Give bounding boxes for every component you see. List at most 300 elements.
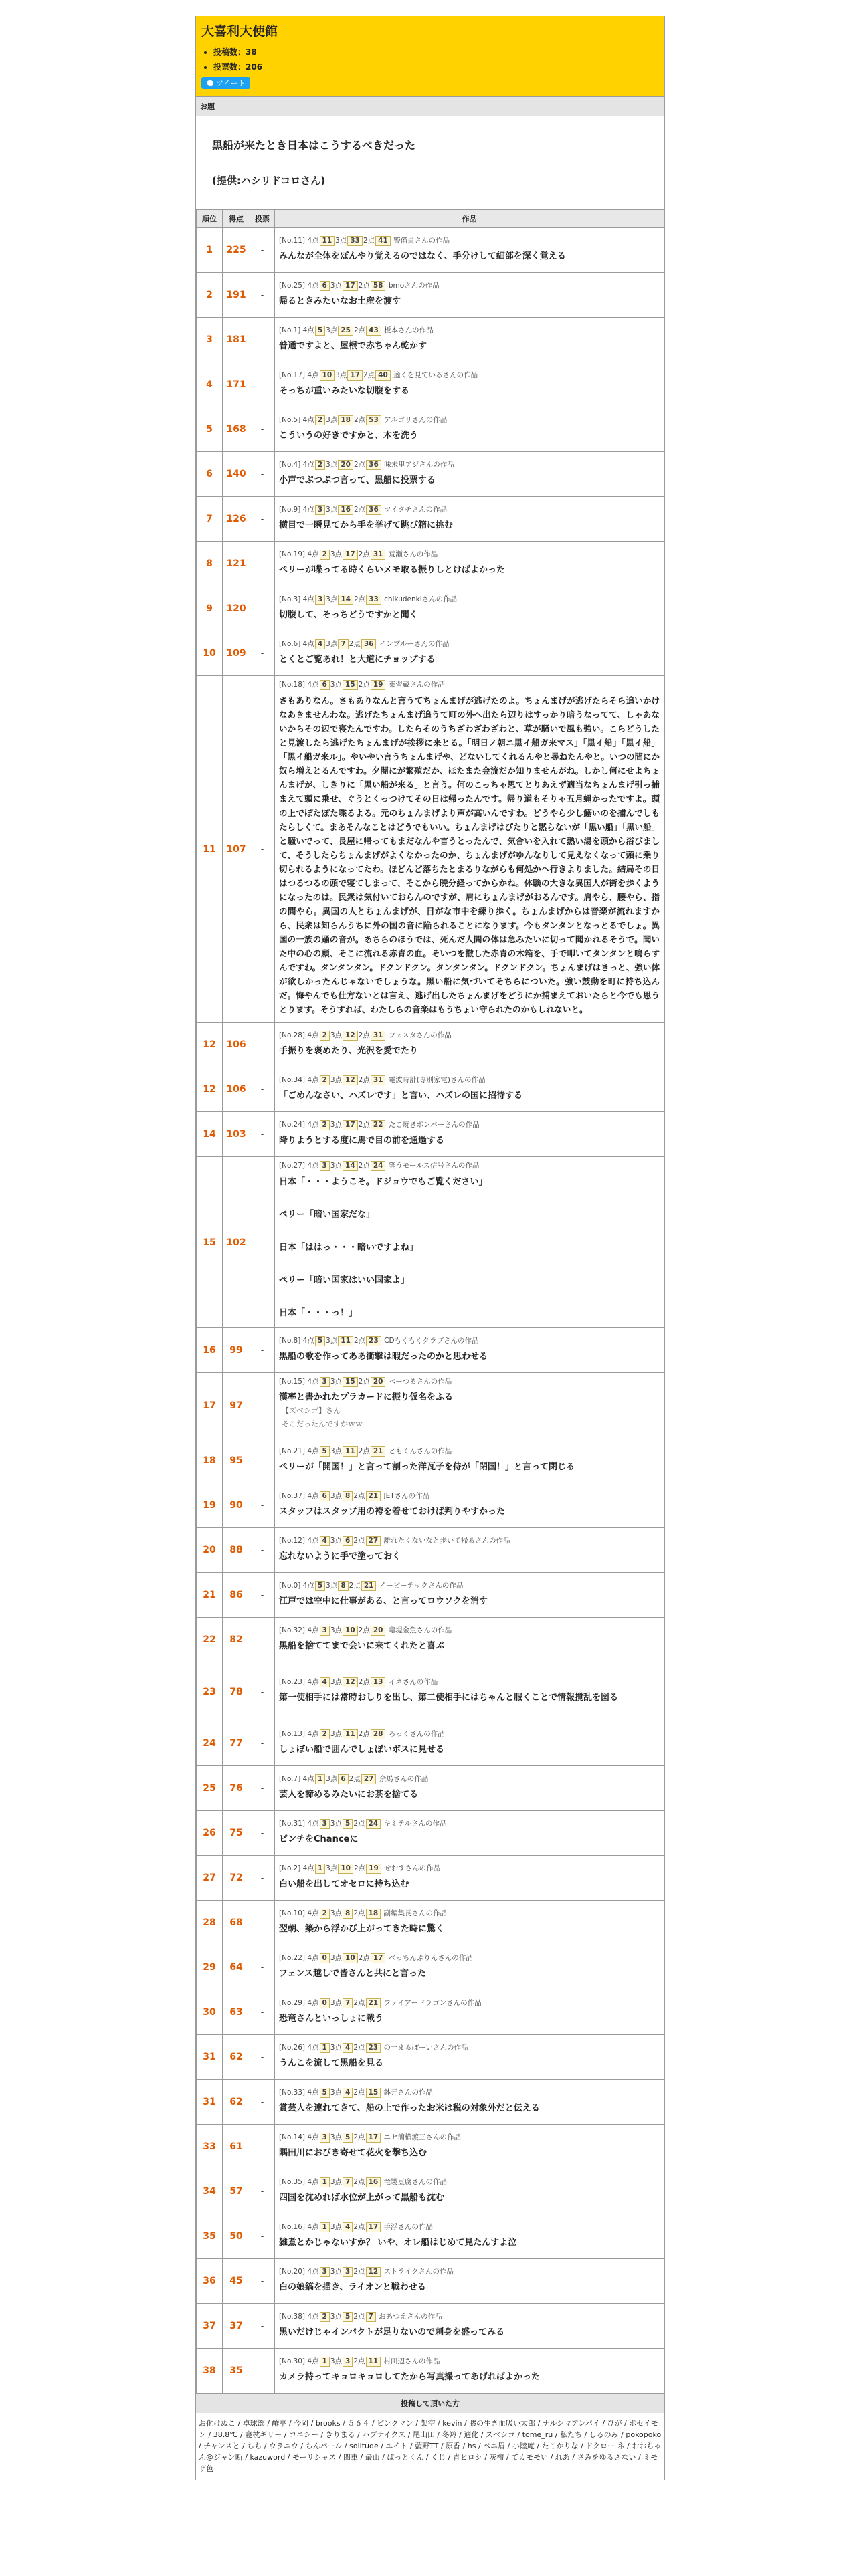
work-cell: [275, 1483, 664, 1528]
three-point-count: 18: [338, 415, 353, 425]
entry-no: [No.38]: [279, 2312, 305, 2321]
entry-author[interactable]: ニセ簡横渡三さんの作品: [383, 2133, 461, 2141]
four-point-count: 5: [315, 1336, 325, 1346]
entry-text: 翌朝、築から浮かび上がってきた時に驚く: [279, 1923, 445, 1934]
entry-meta: [No.2] 4点 1 3点 10 2点 19 せおすさんの作品: [279, 1864, 441, 1872]
work-cell: [275, 1023, 664, 1067]
entry-author[interactable]: 鉢元さんの作品: [383, 2088, 433, 2097]
entry-meta: [No.6] 4点 4 3点 7 2点 36 インプルーさんの作品: [279, 639, 450, 648]
entry-author[interactable]: 電波時計(専別家電)さんの作品: [388, 1075, 486, 1084]
two-point-count: 12: [366, 2267, 381, 2277]
entry-no: [No.23]: [279, 1678, 305, 1686]
entry-author[interactable]: ファイアードラゴンさんの作品: [383, 1998, 482, 2007]
two-point-count: 24: [371, 1161, 386, 1171]
work-cell: [275, 228, 664, 273]
entry-text: しょぼい船で囲んでしょぼいボスに見せる: [279, 1744, 445, 1755]
points-cell: 106: [223, 1067, 250, 1112]
three-point-count: 5: [343, 1819, 353, 1829]
ranking-table: [196, 209, 664, 2393]
points-cell: 90: [223, 1483, 250, 1528]
comment-author: 【ズベシゴ】さん: [282, 1406, 341, 1415]
vote-cell: -: [250, 586, 275, 631]
four-point-count: 1: [320, 2177, 330, 2187]
table-row: [197, 676, 664, 1023]
table-row: [197, 452, 664, 497]
vote-cell: -: [250, 1856, 275, 1901]
entry-no: [No.2]: [279, 1864, 301, 1872]
points-cell: 102: [223, 1157, 250, 1328]
entry-no: [No.28]: [279, 1031, 305, 1039]
three-point-count: 10: [338, 1864, 353, 1874]
vote-cell: -: [250, 1023, 275, 1067]
table-row: [197, 586, 664, 631]
points-cell: 121: [223, 542, 250, 586]
two-point-count: 16: [366, 2177, 381, 2187]
four-point-count: 2: [320, 550, 330, 560]
entry-author[interactable]: イービーテックさんの作品: [379, 1581, 464, 1590]
four-point-count: 1: [320, 2357, 330, 2367]
entry-text: そっちが重いみたいな切腹をする: [279, 385, 410, 396]
vote-cell: -: [250, 1662, 275, 1721]
three-point-count: 5: [343, 2133, 353, 2143]
vote-cell: -: [250, 1157, 275, 1328]
entry-meta: [No.9] 4点 3 3点 16 2点 36 ツイタチさんの作品: [279, 505, 448, 514]
entry-author[interactable]: 荒瀬さんの作品: [388, 550, 438, 558]
two-point-count: 41: [375, 236, 391, 246]
entry-author[interactable]: 適くを見ているさんの作品: [393, 370, 478, 379]
work-cell: [275, 542, 664, 586]
entry-meta: [No.8] 4点 5 3点 11 2点 23 CDもくもくクラブさんの作品: [279, 1336, 479, 1345]
vote-cell: -: [250, 631, 275, 676]
table-row: [197, 1067, 664, 1112]
points-cell: 88: [223, 1528, 250, 1573]
four-point-count: 1: [320, 2043, 330, 2053]
points-cell: 75: [223, 1811, 250, 1856]
four-point-count: 0: [320, 1998, 330, 2008]
work-cell: [275, 676, 664, 1023]
vote-cell: -: [250, 1766, 275, 1811]
entry-meta: [No.0] 4点 5 3点 8 2点 21 イービーテックさんの作品: [279, 1581, 464, 1590]
entry-meta: [No.17] 4点 10 3点 17 2点 40 適くを見ているさんの作品: [279, 370, 478, 379]
table-row: [197, 2304, 664, 2349]
entry-author[interactable]: 余馬さんの作品: [379, 1774, 429, 1783]
table-row: [197, 2214, 664, 2259]
table-row: [197, 2035, 664, 2080]
points-cell: 107: [223, 676, 250, 1023]
vote-cell: -: [250, 1945, 275, 1990]
entry-text: 普通ですよと、屋根で赤ちゃん乾かす: [279, 340, 427, 351]
entry-author[interactable]: 味未里アジさんの作品: [384, 460, 454, 469]
three-point-count: 11: [343, 1446, 358, 1457]
entry-text: 切腹して、そっちどうですかと聞く: [279, 609, 418, 620]
two-point-count: 36: [366, 505, 381, 515]
entry-text: ペリーが「開国！」と言って割った洋瓦子を侍が「閉国！」と言って閉じる: [279, 1461, 575, 1472]
vote-cell: -: [250, 1328, 275, 1373]
table-row: [197, 2349, 664, 2393]
three-point-count: 3: [343, 2267, 353, 2277]
entry-meta: [No.19] 4点 2 3点 17 2点 31 荒瀬さんの作品: [279, 550, 438, 558]
entry-meta: [No.26] 4点 1 3点 4 2点 23 の一まるぽーいさんの作品: [279, 2043, 468, 2052]
entry-meta: [No.18] 4点 6 3点 15 2点 19 東習蔵さんの作品: [279, 681, 445, 689]
two-point-count: 27: [366, 1536, 381, 1546]
entry-no: [No.18]: [279, 681, 305, 689]
work-cell: [275, 1721, 664, 1766]
two-point-count: 33: [366, 595, 381, 605]
vote-cell: -: [250, 362, 275, 407]
four-point-count: 2: [320, 1075, 330, 1085]
four-point-count: 4: [320, 1677, 330, 1687]
rank-cell: 19: [197, 1483, 223, 1528]
two-point-count: 19: [366, 1864, 381, 1874]
points-cell: 106: [223, 1023, 250, 1067]
vote-cell: -: [250, 676, 275, 1023]
entry-no: [No.9]: [279, 505, 301, 514]
four-point-count: 2: [320, 1909, 330, 1919]
entry-no: [No.30]: [279, 2357, 305, 2365]
entry-no: [No.7]: [279, 1774, 301, 1783]
table-row: [197, 1483, 664, 1528]
work-cell: [275, 1901, 664, 1945]
points-cell: 62: [223, 2035, 250, 2080]
entry-text: ペリーが喋ってる時くらいメモ取る振りしとけばよかった: [279, 564, 506, 575]
vote-cell: -: [250, 407, 275, 452]
rank-cell: 14: [197, 1112, 223, 1157]
points-cell: 99: [223, 1328, 250, 1373]
entry-author[interactable]: 東習蔵さんの作品: [388, 681, 445, 689]
entry-meta: [No.13] 4点 2 3点 11 2点 28 ろっくさんの作品: [279, 1729, 445, 1738]
work-cell: [275, 1373, 664, 1438]
rank-cell: 28: [197, 1901, 223, 1945]
entry-meta: [No.37] 4点 6 3点 8 2点 21 JETさんの作品: [279, 1491, 430, 1500]
points-cell: 86: [223, 1573, 250, 1618]
points-cell: 103: [223, 1112, 250, 1157]
entry-author[interactable]: べっちんぷりんさんの作品: [388, 1953, 473, 1962]
four-point-count: 2: [320, 1031, 330, 1041]
odai-text: 黒船が来たとき日本はこうするべきだった: [212, 139, 416, 152]
vote-cell: -: [250, 2035, 275, 2080]
points-cell: 64: [223, 1945, 250, 1990]
entry-no: [No.12]: [279, 1536, 305, 1545]
vote-cell: -: [250, 1618, 275, 1662]
rank-cell: 33: [197, 2125, 223, 2169]
points-cell: 77: [223, 1721, 250, 1766]
entry-author[interactable]: イネさんの作品: [388, 1678, 438, 1686]
entry-author[interactable]: せおすさんの作品: [384, 1864, 441, 1872]
four-point-count: 5: [320, 2088, 330, 2098]
entry-no: [No.3]: [279, 595, 301, 603]
entry-no: [No.35]: [279, 2177, 305, 2186]
rank-cell: 34: [197, 2169, 223, 2214]
entry-author[interactable]: インプルーさんの作品: [379, 639, 450, 648]
contributors-list: お化けぬこ / 卓球部 / 酢亭 / 今岡 / brooks / ５６４ / ピンクマン / 架空 / kevin / 膠の生き血吸い太郎 / ナルシマアンパイ / ひが / ポセイモン / 38.8℃ / 寝枕ギリー / コニシー / きりまる / ハブテイクス / 尾山田 / 冬羚 / 適化 / ズベシゴ / tome_ru / 私たち / しるのみ / pokopoko / チャンスと / ちち / ウラニウ / ちんパール / solitude / エイト / 藍野TT / 原香 / hs / ペニ眉 / 小陸庵 / たこかりな / ドクロー ネ / おおちゃん@ジャン断 / kazuword / モーリシャス / 関車 / 最山 / ぱっとくん / くじ / 青ヒロシ / 灰檀 / てカモモい / れあ / さみをゆるさない / ミモザ色: [199, 2419, 662, 2473]
dialog-line: 日本「・・・ようこそ。ドジョウでもご覧ください」: [279, 1177, 488, 1187]
work-cell: [275, 2125, 664, 2169]
four-point-count: 6: [320, 680, 330, 690]
two-point-count: 27: [361, 1774, 377, 1784]
entry-no: [No.0]: [279, 1581, 301, 1590]
work-cell: [275, 2259, 664, 2304]
work-cell: [275, 1157, 664, 1328]
entry-no: [No.25]: [279, 281, 305, 290]
four-point-count: 3: [320, 2133, 330, 2143]
comment-text: そこだったんですかｗｗ: [282, 1420, 363, 1428]
three-point-count: 20: [338, 460, 353, 470]
four-point-count: 11: [320, 236, 335, 246]
points-cell: 120: [223, 586, 250, 631]
entry-author[interactable]: ツイタチさんの作品: [384, 505, 448, 514]
rank-cell: 9: [197, 586, 223, 631]
three-point-count: 17: [343, 281, 358, 291]
two-point-count: 31: [371, 1075, 386, 1085]
entry-dialog: [279, 1174, 660, 1318]
entry-text: 江戸では空中に仕事がある、と言ってロウソクを消す: [279, 1596, 488, 1606]
odai-section-label: お題: [196, 96, 664, 116]
entry-author[interactable]: アルゴリさんの作品: [384, 415, 448, 424]
two-point-count: 21: [371, 1446, 386, 1457]
two-point-count: 58: [371, 281, 386, 291]
entry-text: 帰るときみたいなお土産を渡す: [279, 296, 401, 306]
entry-author[interactable]: ストライクさんの作品: [383, 2267, 454, 2276]
three-point-count: 11: [343, 1729, 358, 1739]
work-cell: [275, 631, 664, 676]
entry-no: [No.10]: [279, 1909, 305, 1917]
entry-meta: [No.21] 4点 5 3点 11 2点 21 ともくんさんの作品: [279, 1446, 452, 1455]
col-points: 得点: [223, 210, 250, 228]
vote-cell: -: [250, 228, 275, 273]
entry-meta: [No.30] 4点 1 3点 3 2点 11 村田辺さんの作品: [279, 2357, 440, 2365]
entry-author[interactable]: キミテルさんの作品: [383, 1819, 447, 1828]
three-point-count: 12: [343, 1031, 358, 1041]
work-cell: [275, 318, 664, 362]
stats-list: [201, 45, 659, 74]
entry-author[interactable]: 竜製豆腐さんの作品: [383, 2177, 447, 2186]
entry-text: カメラ持ってキョロキョロしてたから写真撮ってあげればよかった: [279, 2371, 541, 2382]
vote-cell: -: [250, 1573, 275, 1618]
three-point-count: 4: [343, 2088, 353, 2098]
vote-cell: -: [250, 1438, 275, 1483]
four-point-count: 4: [320, 1536, 330, 1546]
table-row: [197, 1573, 664, 1618]
work-cell: [275, 1528, 664, 1573]
table-row: [197, 2080, 664, 2125]
work-cell: [275, 1438, 664, 1483]
entry-text: とくとご覧あれ！と大道にチョップする: [279, 654, 436, 665]
vote-cell: -: [250, 1112, 275, 1157]
rank-cell: 25: [197, 1766, 223, 1811]
ranking-body: [197, 228, 664, 2393]
entry-author[interactable]: chikudenkiさんの作品: [384, 595, 458, 603]
table-row: [197, 1721, 664, 1766]
rank-cell: 23: [197, 1662, 223, 1721]
rank-cell: 12: [197, 1023, 223, 1067]
rank-cell: 24: [197, 1721, 223, 1766]
rank-cell: 37: [197, 2304, 223, 2349]
table-row: [197, 497, 664, 542]
entry-no: [No.34]: [279, 1075, 305, 1084]
entry-author[interactable]: 離れたくないなと歩いて帰るさんの作品: [383, 1536, 510, 1545]
three-point-count: 7: [343, 1998, 353, 2008]
entry-text: 黒船を捨ててまで会いに来てくれたと喜ぶ: [279, 1640, 445, 1651]
four-point-count: 3: [320, 1377, 330, 1387]
entry-no: [No.33]: [279, 2088, 305, 2097]
entry-text: 雑煮とかじゃないすか？ いや、オレ船はじめて見たんすよ泣: [279, 2237, 517, 2248]
points-cell: 35: [223, 2349, 250, 2393]
entry-no: [No.14]: [279, 2133, 305, 2141]
entry-meta: [No.27] 4点 3 3点 14 2点 24 箕うモールス信号さんの作品: [279, 1162, 480, 1170]
three-point-count: 17: [347, 370, 363, 381]
work-cell: [275, 2035, 664, 2080]
entry-text: フェンス越しで皆さんと共にと言った: [279, 1968, 426, 1979]
entry-text: 降りようとする度に馬で目の前を通過する: [279, 1135, 445, 1146]
vote-cell: -: [250, 1811, 275, 1856]
rank-cell: 5: [197, 407, 223, 452]
entry-author[interactable]: の一まるぽーいさんの作品: [383, 2043, 468, 2052]
vote-cell: -: [250, 2304, 275, 2349]
work-cell: [275, 2080, 664, 2125]
vote-cell: -: [250, 1721, 275, 1766]
work-cell: [275, 1945, 664, 1990]
entry-author[interactable]: CDもくもくクラブさんの作品: [384, 1336, 479, 1345]
points-cell: 97: [223, 1373, 250, 1438]
points-cell: 50: [223, 2214, 250, 2259]
two-point-count: 22: [371, 1120, 386, 1130]
two-point-count: 28: [371, 1729, 386, 1739]
table-row: [197, 1438, 664, 1483]
entry-author[interactable]: 箕うモールス信号さんの作品: [388, 1162, 480, 1170]
table-row: [197, 1023, 664, 1067]
points-cell: 225: [223, 228, 250, 273]
work-cell: [275, 362, 664, 407]
table-row: [197, 542, 664, 586]
entry-author[interactable]: たこ焼きボンバーさんの作品: [388, 1120, 480, 1129]
four-point-count: 2: [320, 2312, 330, 2322]
four-point-count: 3: [315, 505, 325, 515]
entry-author[interactable]: 竜堤金魚さんの作品: [388, 1626, 452, 1634]
points-cell: 76: [223, 1766, 250, 1811]
rank-cell: 26: [197, 1811, 223, 1856]
points-cell: 61: [223, 2125, 250, 2169]
vote-cell: -: [250, 2080, 275, 2125]
entry-meta: [No.34] 4点 2 3点 12 2点 31 電波時計(専別家電)さんの作品: [279, 1075, 486, 1084]
vote-cell: -: [250, 497, 275, 542]
three-point-count: 11: [338, 1336, 353, 1346]
entry-author[interactable]: おあつえさんの作品: [379, 2312, 442, 2321]
two-point-count: 31: [371, 550, 386, 560]
entry-author[interactable]: 副編集長さんの作品: [383, 1909, 447, 1917]
entry-meta: [No.23] 4点 4 3点 12 2点 13 イネさんの作品: [279, 1678, 438, 1686]
entry-author[interactable]: 板本さんの作品: [384, 326, 434, 334]
twitter-bird-icon: [207, 80, 213, 86]
three-point-count: 10: [343, 1626, 358, 1636]
points-cell: 140: [223, 452, 250, 497]
site-title[interactable]: 大喜利大使館: [201, 24, 278, 39]
entry-text: みんなが全体をぼんやり覚えるのではなく、手分けして細部を深く覚える: [279, 251, 566, 261]
entry-meta: [No.16] 4点 1 3点 4 2点 17 手浮さんの作品: [279, 2222, 433, 2231]
rank-cell: 29: [197, 1945, 223, 1990]
entry-author[interactable]: ベーつるさんの作品: [388, 1378, 452, 1386]
vote-cell: -: [250, 1483, 275, 1528]
three-point-count: 6: [338, 1774, 348, 1784]
entry-author[interactable]: JETさんの作品: [383, 1491, 430, 1500]
entry-text: 恐竜さんといっしょに戦う: [279, 2013, 384, 2024]
entry-no: [No.27]: [279, 1162, 305, 1170]
entry-meta: [No.28] 4点 2 3点 12 2点 31 フェスタさんの作品: [279, 1031, 452, 1039]
entry-author[interactable]: bmoさんの作品: [388, 281, 440, 290]
three-point-count: 3: [343, 2357, 353, 2367]
two-point-count: 53: [366, 415, 381, 425]
four-point-count: 10: [320, 370, 335, 381]
entry-no: [No.6]: [279, 639, 301, 648]
entry-text: 漢率と書かれたプラカードに振り仮名をふる: [279, 1392, 454, 1402]
entry-meta: [No.24] 4点 2 3点 17 2点 22 たこ焼きボンバーさんの作品: [279, 1120, 480, 1129]
table-row: [197, 1328, 664, 1373]
entry-no: [No.11]: [279, 236, 305, 245]
work-cell: [275, 407, 664, 452]
entry-author[interactable]: ろっくさんの作品: [388, 1729, 445, 1738]
points-cell: 191: [223, 273, 250, 318]
entry-author[interactable]: 警備員さんの作品: [393, 236, 450, 245]
table-row: [197, 1856, 664, 1901]
entry-no: [No.20]: [279, 2267, 305, 2276]
entry-text: 黒いだけじゃインパクトが足りないので刺身を盛ってみる: [279, 2327, 505, 2337]
col-work: 作品: [275, 210, 664, 228]
rank-cell: 1: [197, 228, 223, 273]
entry-author[interactable]: ともくんさんの作品: [388, 1446, 452, 1455]
four-point-count: 3: [320, 1626, 330, 1636]
four-point-count: 2: [320, 1729, 330, 1739]
entry-author[interactable]: 村田辺さんの作品: [383, 2357, 440, 2365]
work-cell: [275, 1067, 664, 1112]
entry-text: さもありなん。さもありなんと言うてちょんまげが逃げたのよ。ちょんまげが逃げたらそら追いかけなあきませんわな。逃げたちょんまげ追うて町の外へ出たら辺りはすっかり暗うなってて、しゃあないからその辺で寝たんですわ。したらそのうちざわざわざわと、草が騒いで風も強い。こらどうしたと見渡したら逃げたちょんまげが挨拶に来とる。「明日ノ朝ニ黒イ船ガ来マス」「黒イ船」「黒イ船」「黒イ船ガ来ル」。やいやい言うちょんまげや、どないしてくれるんやと尋ねたんやと。いつの間にか奴ら増えとるんですわ。夕闇にが繁殖だか、ほたまた金流だか知りませんがね。しかし何にせよちょんまげが、しきりに「黒い船が来る」と言う。何のこっちゃ思てとりあえず適当なちょんまげ引っ捕まえて頭に乗せ、ぐうとくっつけてその日は帰ったんです。帰り道もそりゃ五月蝿かったですよ。頭の上でぽたぽた喋るよる。元のちょんまげより声が高いんですわ。どうやら少し鰯いのを捕んでしもたらしくて。まあそんなことはどうでもいい。ちょんまげはぴたりと黙らないが「黒い船」「黒い船」と騒いでって、長屋に帰ってもまだなんや言うとったんで、気合いを入れて熱い湯を頭から浴びまして、そうしたらちょんまげがよくなかったのか、ちょんまげがゆんなりして見えなくなって頭に乗り切られるようになってたわ。ほどんど落ちたとまるりながらも何処かへ行きよりました。結局その日はつるつるの頭で寝てしまって、そこから暁分経ってからかね。体験の大きな異国人が街を歩くようになったのは。民衆は気付いておらんのですが、肩にちょんまげがおるんです。肩やら、腰やら、指の間やら。異国の人とちょんまげが、日がな市中を練り歩く。ちょんまげからは音楽が流れますから、民衆は知らんうちに外の国の音に陥られることになります。今もタンタンとなっとるでしょ。異国の一族の踊の音が。あちらのほうでは、死んだ人間の体は急みたいに切って聞かれるそうで。聞いた中の心の願、そこに流れる赤青の血。そいつを撤した赤青の木箱を、手で叩いてタンタンと鳴らすんですわ。タンタンタン。ドクンドクン。タンタンタン。ドクンドクン。ちょんまげはきっと、強い体が欲しかったんじゃないでしょうな。黒い船に気づいてそちらについた。強い鼓動を町に持ち込んだ。悔やんでも仕方ないとは言え、逃げ出したちょんまげをどうにか捕まえておいたらと今でも思うとります。そうすれば、わたしらの音楽はもうちょい守られたのかもしれないと。: [279, 695, 660, 1014]
rank-cell: 30: [197, 1990, 223, 2035]
rank-cell: 4: [197, 362, 223, 407]
four-point-count: 3: [320, 1819, 330, 1829]
four-point-count: 3: [315, 595, 325, 605]
table-row: [197, 1528, 664, 1573]
points-cell: 63: [223, 1990, 250, 2035]
table-row: [197, 407, 664, 452]
three-point-count: 6: [343, 1536, 353, 1546]
two-point-count: 21: [366, 1491, 381, 1501]
rank-cell: 15: [197, 1157, 223, 1328]
work-cell: [275, 586, 664, 631]
vote-cell: -: [250, 2169, 275, 2214]
table-row: [197, 2259, 664, 2304]
entry-author[interactable]: 手浮さんの作品: [383, 2222, 433, 2231]
three-point-count: 8: [343, 1491, 353, 1501]
rank-cell: 31: [197, 2035, 223, 2080]
entry-meta: [No.31] 4点 3 3点 5 2点 24 キミテルさんの作品: [279, 1819, 447, 1828]
vote-cell: -: [250, 1528, 275, 1573]
entry-no: [No.37]: [279, 1491, 305, 1500]
entry-author[interactable]: フェスタさんの作品: [388, 1031, 452, 1039]
tweet-button[interactable]: [201, 77, 250, 89]
rank-cell: 12: [197, 1067, 223, 1112]
work-cell: [275, 1328, 664, 1373]
entry-text: 芸人を諦めるみたいにお茶を捨てる: [279, 1789, 419, 1800]
odai-credit: (提供:ハシリドコロさん): [212, 175, 326, 187]
rank-cell: 36: [197, 2259, 223, 2304]
points-cell: 171: [223, 362, 250, 407]
three-point-count: 12: [343, 1075, 358, 1085]
entry-text: 「ごめんなさい、ハズレです」と言い、ハズレの国に招待する: [279, 1090, 523, 1101]
two-point-count: 36: [366, 460, 381, 470]
entry-meta: [No.3] 4点 3 3点 14 2点 33 chikudenkiさんの作品: [279, 595, 458, 603]
rank-cell: 27: [197, 1856, 223, 1901]
table-row: [197, 1811, 664, 1856]
tweet-label: ツイート: [216, 79, 246, 88]
entry-meta: [No.33] 4点 5 3点 4 2点 15 鉢元さんの作品: [279, 2088, 433, 2097]
